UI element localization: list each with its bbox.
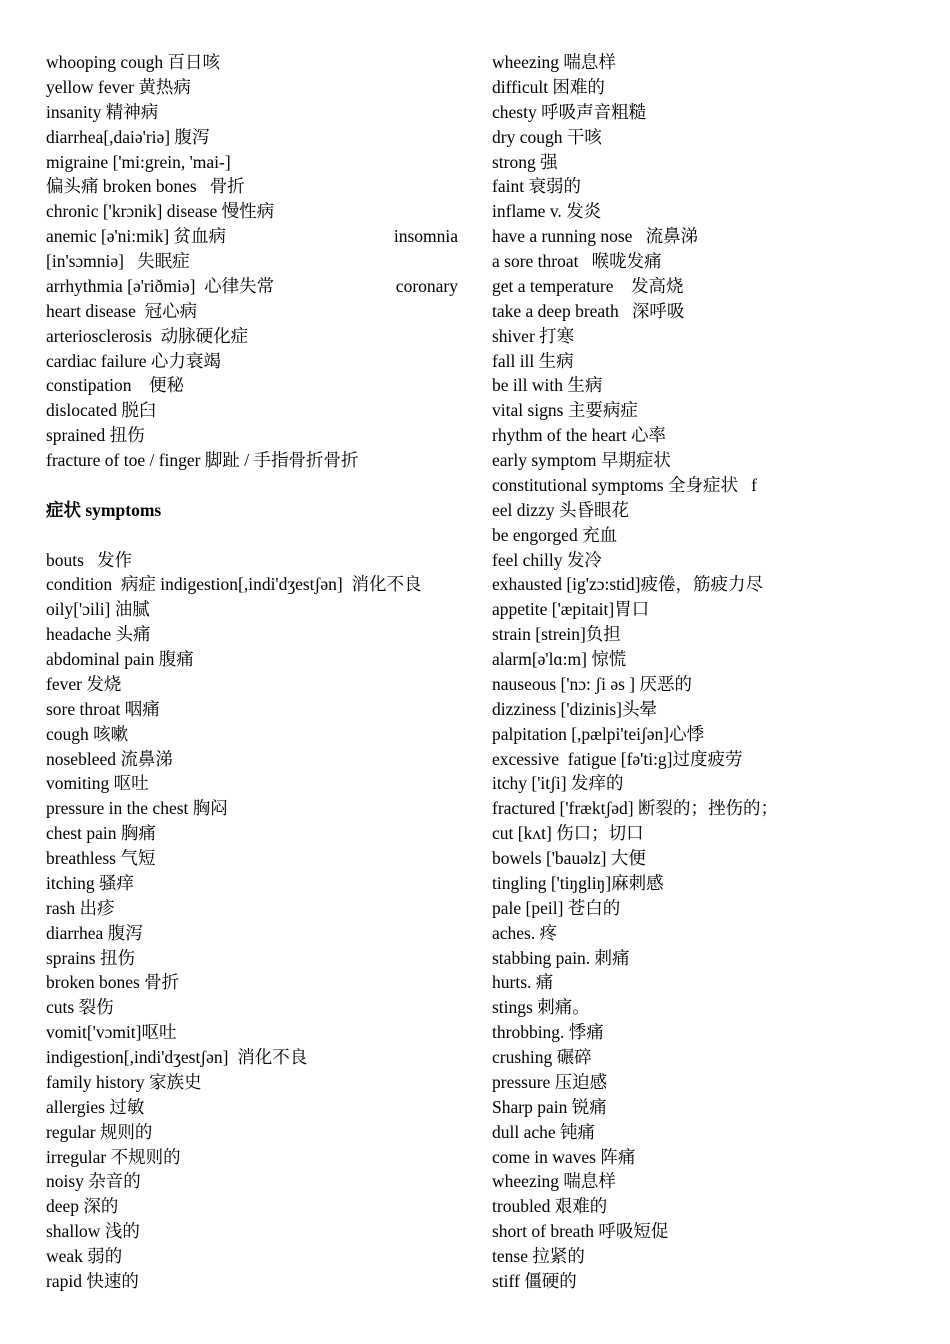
right-column-line: chesty 呼吸声音粗糙 xyxy=(492,101,647,122)
left-column-line: sore throat 咽痛 xyxy=(46,698,160,719)
left-column-line: chest pain 胸痛 xyxy=(46,823,156,844)
left-column-line: family history 家族史 xyxy=(46,1071,202,1092)
right-column-line: dull ache 钝痛 xyxy=(492,1121,596,1142)
right-column-line: stiff 僵硬的 xyxy=(492,1270,577,1291)
left-column xyxy=(46,50,458,1294)
right-column-line: hurts. 痛 xyxy=(492,972,554,993)
left-column-line: 症状 symptoms xyxy=(46,499,162,520)
left-column-line: insanity 精神病 xyxy=(46,101,159,122)
right-column-line: take a deep breath 深呼吸 xyxy=(492,300,685,321)
left-column-line: fever 发烧 xyxy=(46,673,122,694)
left-column-line: condition 病症 indigestion[,indi'dʒestʃən] 消化不良 xyxy=(46,574,422,595)
left-column-line: chronic ['krɔnik] disease 慢性病 xyxy=(46,201,275,222)
left-column-line: indigestion[,indi'dʒestʃən] 消化不良 xyxy=(46,1047,308,1067)
right-column-line: difficult 困难的 xyxy=(492,76,605,97)
right-column-line: itchy ['itʃi] 发痒的 xyxy=(492,773,624,794)
left-column-line-trailing-text: coronary xyxy=(395,275,458,296)
right-column-line: eel dizzy 头昏眼花 xyxy=(492,499,630,520)
right-column-line: fractured ['fræktʃəd] 断裂的；挫伤的； xyxy=(492,798,778,819)
right-column-line: fall ill 生病 xyxy=(492,350,574,371)
right-column-line: be engorged 充血 xyxy=(492,524,618,545)
left-column-line: 偏头痛 broken bones 骨折 xyxy=(46,176,245,197)
right-column-line: stabbing pain. 刺痛 xyxy=(492,947,630,968)
right-column-line: troubled 艰难的 xyxy=(492,1196,608,1217)
left-column-line: regular 规则的 xyxy=(46,1121,153,1142)
left-column-line: headache 头痛 xyxy=(46,624,151,645)
left-column-line: noisy 杂音的 xyxy=(46,1171,141,1192)
left-column-line: constipation 便秘 xyxy=(46,375,185,396)
right-column-line: wheezing 喘息样 xyxy=(492,52,616,72)
left-column-line: nosebleed 流鼻涕 xyxy=(46,748,173,769)
left-column-line: [in'sɔmniə] 失眠症 xyxy=(46,251,190,271)
right-column-line: tense 拉紧的 xyxy=(492,1246,585,1266)
left-column-line: heart disease 冠心病 xyxy=(46,300,198,321)
left-column-line: diarrhea[,daiə'riə] 腹泻 xyxy=(46,126,210,147)
left-column-line: fracture of toe / finger 脚趾 / 手指骨折骨折 xyxy=(46,450,359,470)
right-column-line: short of breath 呼吸短促 xyxy=(492,1221,669,1242)
left-column-line: cuts 裂伤 xyxy=(46,997,114,1018)
left-column-line-text: arrhythmia [ə'riðmiə] 心律失常 xyxy=(46,275,275,296)
right-column-line: tingling ['tiŋgliŋ]麻刺感 xyxy=(492,872,664,893)
right-column-line: be ill with 生病 xyxy=(492,375,603,396)
left-column-line: yellow fever 黄热病 xyxy=(46,76,191,97)
left-column-line: sprains 扭伤 xyxy=(46,947,135,968)
left-column-line: weak 弱的 xyxy=(46,1246,123,1266)
left-column-line: broken bones 骨折 xyxy=(46,972,180,993)
right-column-line: exhausted [ig'zɔ:stid]疲倦，筋疲力尽 xyxy=(492,574,763,595)
right-column-line: strong 强 xyxy=(492,151,558,172)
right-column-line: a sore throat 喉咙发痛 xyxy=(492,251,662,271)
left-column-line: allergies 过敏 xyxy=(46,1096,145,1117)
right-column-line: bowels ['bauəlz] 大便 xyxy=(492,848,646,868)
left-column-line: dislocated 脱臼 xyxy=(46,400,157,421)
left-column-line: vomiting 呕吐 xyxy=(46,773,149,794)
left-column-line: sprained 扭伤 xyxy=(46,425,145,446)
left-column-line: irregular 不规则的 xyxy=(46,1146,181,1167)
left-column-line: diarrhea 腹泻 xyxy=(46,922,143,943)
left-column-line: itching 骚痒 xyxy=(46,872,134,893)
right-column-line: aches. 疼 xyxy=(492,922,558,943)
left-column-line: whooping cough 百日咳 xyxy=(46,52,221,72)
left-column-line: oily['ɔili] 油腻 xyxy=(46,599,150,620)
right-column-line: come in waves 阵痛 xyxy=(492,1146,636,1167)
right-column-line: rhythm of the heart 心率 xyxy=(492,425,666,446)
right-column-line: faint 衰弱的 xyxy=(492,176,581,197)
left-column-line: rapid 快速的 xyxy=(46,1270,139,1291)
right-column-line: alarm[ə'lɑ:m] 惊慌 xyxy=(492,649,627,669)
left-column-line xyxy=(46,523,458,548)
right-column-line: palpitation [,pælpi'teiʃən]心悸 xyxy=(492,723,705,744)
left-column-line: bouts 发作 xyxy=(46,549,133,570)
left-column-line: abdominal pain 腹痛 xyxy=(46,649,194,669)
right-column-line: stings 刺痛。 xyxy=(492,997,590,1018)
left-column-line: shallow 浅的 xyxy=(46,1221,140,1242)
right-column-line: excessive fatigue [fə'ti:g]过度疲劳 xyxy=(492,748,743,769)
right-column-line: pressure 压迫感 xyxy=(492,1071,608,1092)
right-column-line: Sharp pain 锐痛 xyxy=(492,1096,607,1117)
right-column-line: throbbing. 悸痛 xyxy=(492,1022,604,1043)
left-column-line xyxy=(46,224,458,249)
left-column-line: vomit['vɔmit]呕吐 xyxy=(46,1022,177,1043)
right-column-line: feel chilly 发冷 xyxy=(492,549,602,570)
right-column-line: wheezing 喘息样 xyxy=(492,1171,616,1192)
left-column-line xyxy=(46,274,458,299)
right-column-line: constitutional symptoms 全身症状 f xyxy=(492,474,757,495)
left-column-line-text: anemic [ə'ni:mik] 贫血病 xyxy=(46,226,227,247)
right-column-line: early symptom 早期症状 xyxy=(492,450,671,470)
left-column-line: migraine ['mi:grein, 'mai-] xyxy=(46,151,231,172)
left-column-line: deep 深的 xyxy=(46,1196,119,1217)
right-column-line: get a temperature 发高烧 xyxy=(492,275,684,296)
right-column-line: cut [kʌt] 伤口；切口 xyxy=(492,823,644,844)
right-column-line: inflame v. 发炎 xyxy=(492,201,602,222)
right-column-line: appetite ['æpitait]胃口 xyxy=(492,599,650,620)
right-column-line: crushing 碾碎 xyxy=(492,1047,592,1067)
left-column-line: cough 咳嗽 xyxy=(46,723,129,744)
left-column-line: rash 出疹 xyxy=(46,897,115,918)
right-column-line: vital signs 主要病症 xyxy=(492,400,638,421)
right-column xyxy=(492,50,932,1294)
left-column-line-trailing-text: insomnia xyxy=(393,226,458,247)
left-column-line: arteriosclerosis 动脉硬化症 xyxy=(46,325,249,346)
right-column-line: have a running nose 流鼻涕 xyxy=(492,226,699,247)
right-column-line: pale [peil] 苍白的 xyxy=(492,897,621,918)
right-column-line: strain [strein]负担 xyxy=(492,624,621,645)
right-column-line: shiver 打寒 xyxy=(492,325,575,346)
left-column-line: breathless 气短 xyxy=(46,848,156,868)
right-column-line: dizziness ['dizinis]头晕 xyxy=(492,698,657,719)
left-column-line xyxy=(46,473,458,498)
right-column-line: nauseous ['nɔ: ʃi əs ] 厌恶的 xyxy=(492,673,692,694)
right-column-line: dry cough 干咳 xyxy=(492,126,602,147)
left-column-line: cardiac failure 心力衰竭 xyxy=(46,350,221,371)
left-column-line: pressure in the chest 胸闷 xyxy=(46,798,228,819)
